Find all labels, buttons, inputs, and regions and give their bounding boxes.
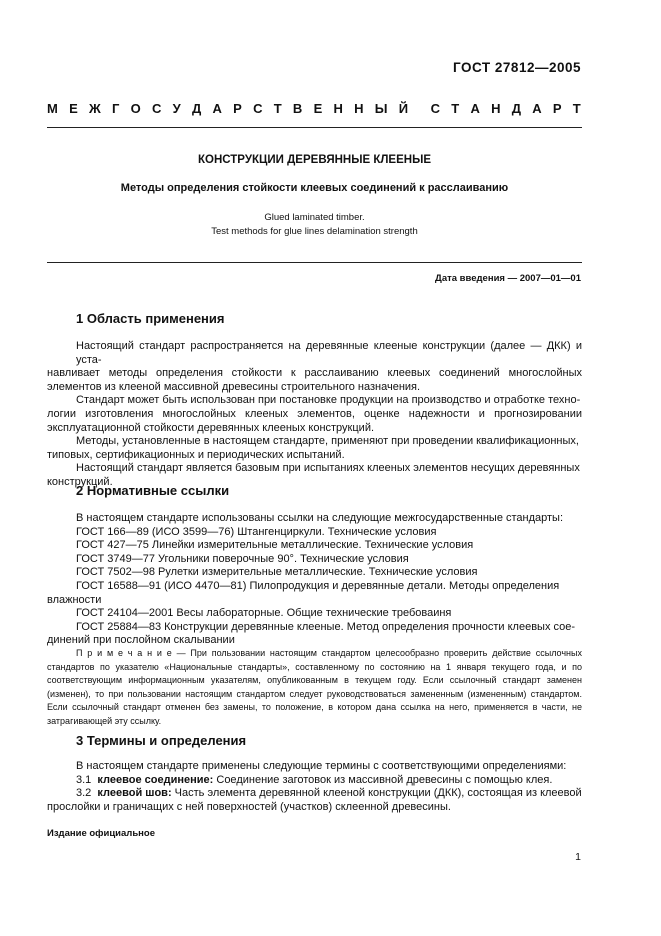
section-2-heading: 2 Нормативные ссылки (76, 483, 230, 498)
banner-letter: М (47, 101, 58, 116)
s3-intro: В настоящем стандарте применены следующие термины с соответствующими определениями: (76, 760, 567, 772)
banner-letter: Е (313, 101, 323, 116)
reference-1: ГОСТ 166—89 (ИСО 3599—76) Штангенциркули. Технические условия (76, 525, 437, 538)
section-1-heading: 1 Область применения (76, 311, 225, 326)
reference-4: ГОСТ 7502—98 Рулетки измерительные металлические. Технические условия (76, 566, 478, 579)
note-block (47, 647, 582, 729)
reference-6: ГОСТ 24104—2001 Весы лабораторные. Общие технические требоваиня (76, 607, 452, 620)
term-3-2-definition-cont: прослойки и граничащих с ней поверхностей (участков) склеенной древесины. (47, 800, 451, 813)
banner-letter: Н (491, 101, 501, 116)
note-label: П р и м е ч а н и е (76, 648, 172, 658)
banner-letter: Т (451, 101, 460, 116)
section-3-body (47, 760, 582, 814)
title-rule (47, 262, 582, 263)
banner-letter: Й (398, 101, 409, 116)
section-1-body (47, 340, 582, 490)
reference-5-cont: влажности (47, 593, 102, 606)
english-title-line2: Test methods for glue lines delamination strength (211, 226, 418, 237)
banner-letter: Е (69, 101, 78, 116)
banner-letter: Ж (89, 101, 101, 116)
banner-letter: А (532, 101, 542, 116)
term-3-2-number: 3.2 (76, 787, 92, 800)
banner-letter: Р (552, 101, 562, 116)
banner-letter: Д (511, 101, 521, 116)
reference-2: ГОСТ 427—75 Линейки измерительные металлические. Технические условия (76, 539, 474, 552)
term-3-1-number: 3.1 (76, 773, 92, 786)
document-subtitle: Методы определения стойкости клеевых соединений к расслаиванию (120, 182, 509, 194)
introduction-date: Дата введения — 2007—01—01 (435, 273, 581, 284)
banner-letter: Н (354, 101, 364, 116)
term-3-2 (76, 787, 582, 801)
banner-letter: С (152, 101, 162, 116)
banner-letter: Т (572, 101, 581, 116)
reference-7: ГОСТ 25884—83 Конструкции деревянные клееные. Метод определения прочности клеевых сое- (76, 620, 576, 633)
official-edition-label: Издание официальное (47, 828, 155, 839)
s1-p1-rest: навливает методы определения стойкости к расслаиванию клеевых соединений многослойных элементов из клееной массивной древесины строительного назначения. (47, 367, 582, 393)
header-rule (47, 127, 582, 128)
document-title: КОНСТРУКЦИИ ДЕРЕВЯННЫЕ КЛЕЕНЫЕ (197, 154, 431, 166)
term-3-2-definition: Часть элемента деревянной клееной конструкции (ДКК), состоящая из клеевой (174, 787, 582, 800)
english-title-line1: Glued laminated timber. (264, 212, 365, 223)
s1-p1-first: Настоящий стандарт распространяется на деревянные клееные конструкции (далее — ДКК) и уста- (76, 340, 582, 366)
section-3-heading: 3 Термины и определения (76, 733, 247, 748)
banner-letter: С (253, 101, 263, 116)
term-3-1-definition: Соединение заготовок из массивной древесины с помощью клея. (216, 773, 553, 786)
s1-p4-first: Настоящий стандарт является базовым при испытаниях клееных элементов несущих деревянных (76, 462, 580, 475)
term-3-1-name: клеевое соединение: (97, 773, 214, 786)
s1-p4-rest: конструкций. (47, 475, 113, 488)
reference-3: ГОСТ 3749—77 Угольники поверочные 90°. Технические условия (76, 552, 409, 565)
banner-letter: Р (233, 101, 242, 116)
term-3-1 (76, 774, 582, 788)
term-3-2-name: клеевой шов: (97, 787, 172, 800)
s1-p3-first: Методы, установленные в настоящем стандарте, применяют при проведении квалификационных, (76, 435, 579, 448)
banner-letter: У (172, 101, 181, 116)
reference-7-cont: динений при послойном скалывании (47, 634, 235, 647)
banner-letter: О (130, 101, 141, 116)
note-text: — При пользовании настоящим стандартом целесообразно проверить действие ссылочных стандартов по указателю «Национальные стандарты», составленному по состоянию на 1 января текущего года, и по соответствующим информационным указателям, опубликованным в текущем году. Если ссылочный стандарт заменен (изменен), то при пользовании настоящим стандартом следует руководствоваться замененным (измененным) стандартом. Если ссылочный стандарт отменен без замены, то положение, в котором дана ссылка на него, применяется в части, не затрагивающей эту ссылку. (47, 648, 582, 726)
section-2-body (47, 512, 582, 648)
interstate-standard-banner (47, 101, 581, 121)
banner-letter: Н (333, 101, 343, 116)
banner-letter: В (292, 101, 303, 116)
s1-p3-rest: типовых, сертификационных и периодических испытаний. (47, 448, 345, 461)
banner-letter: А (470, 101, 480, 116)
s1-p2-first: Стандарт может быть использован при постановке продукции на производство и отработке техно- (76, 394, 581, 407)
banner-letter: А (212, 101, 222, 116)
page-number: 1 (575, 851, 581, 863)
banner-letter: Т (273, 101, 282, 116)
banner-letter: С (430, 101, 440, 116)
banner-letter: Д (192, 101, 202, 116)
s1-p2-rest: логии изготовления многослойных клееных элементов, оценке надежности и прогнозировании эксплуатационной стойкости деревянных клееных конструкций. (47, 407, 582, 434)
reference-5: ГОСТ 16588—91 (ИСО 4470—81) Пилопродукция и деревянные детали. Методы определения (76, 579, 560, 592)
s2-intro: В настоящем стандарте использованы ссылки на следующие межгосударственные стандарты: (76, 512, 564, 524)
document-code: ГОСТ 27812—2005 (453, 60, 581, 75)
banner-letter: Ы (374, 101, 388, 116)
banner-letter: Г (112, 101, 120, 116)
